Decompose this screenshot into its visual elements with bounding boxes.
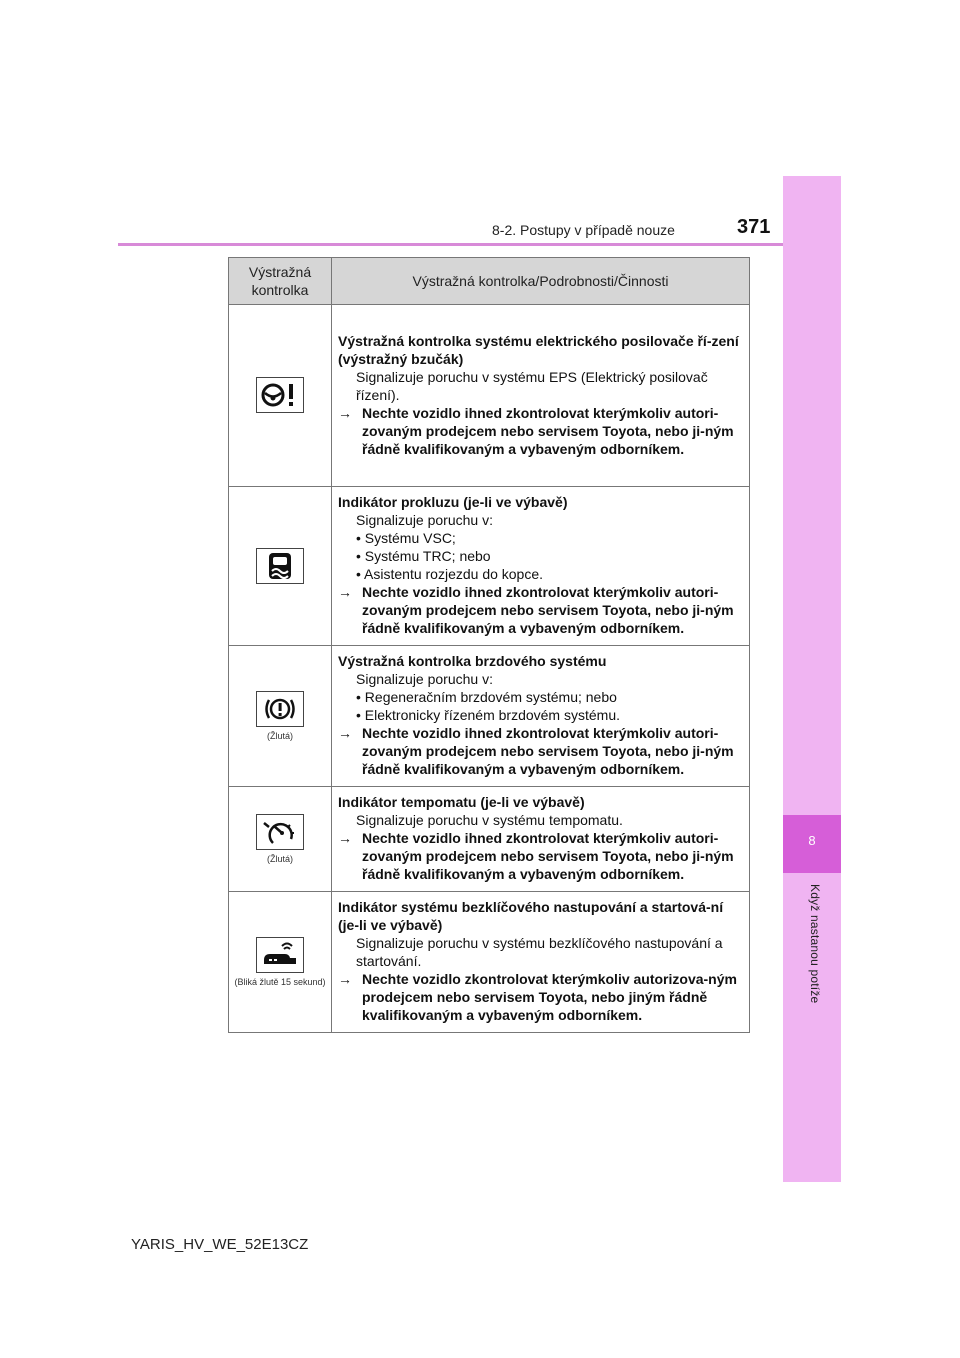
row-action: [338, 404, 743, 458]
row-action: [338, 583, 743, 637]
icon-cell: [229, 305, 332, 487]
document-code: YARIS_HV_WE_52E13CZ: [131, 1236, 309, 1253]
row-bullet: • Systému VSC;: [338, 529, 743, 547]
arrow-icon: →: [338, 404, 352, 421]
details-cell: [332, 787, 750, 892]
steering-warning-icon: [256, 377, 304, 413]
chapter-title: Když nastanou potíže: [808, 884, 822, 1004]
arrow-icon: →: [338, 584, 352, 600]
row-text: Signalizuje poruchu v:: [356, 512, 493, 528]
icon-cell: [229, 646, 332, 787]
icon-note: (Žlutá): [266, 731, 293, 741]
table-row: [229, 487, 750, 646]
chapter-number: 8: [808, 833, 816, 848]
header-rule: [118, 243, 783, 246]
details-cell: [332, 892, 750, 1033]
row-title: Indikátor prokluzu (je-li ve výbavě): [338, 494, 568, 510]
smart-key-icon: [256, 937, 304, 973]
icon-cell: [229, 787, 332, 892]
icon-note: (Bliká žlutě 15 sekund): [234, 977, 326, 987]
row-text: Signalizuje poruchu v systému EPS (Elektrický posilovač řízení).: [356, 368, 708, 403]
table-row: [229, 892, 750, 1033]
row-bullet: • Regeneračním brzdovém systému; nebo: [338, 688, 743, 706]
icon-cell: [229, 892, 332, 1033]
column-header-details: Výstražná kontrolka/Podrobnosti/Činnosti: [332, 258, 750, 305]
row-text: Signalizuje poruchu v systému bezklíčového nastupování a startování.: [356, 935, 723, 969]
row-title: Indikátor tempomatu (je-li ve výbavě): [338, 794, 585, 810]
table-header-row: [229, 258, 750, 305]
row-action-text: Nechte vozidlo zkontrolovat kterýmkoliv autorizova-ným prodejcem nebo servisem Toyota, nebo jiným řádně kvalifikovaným a vybaveným odborníkem.: [362, 971, 737, 1023]
row-action: [338, 970, 743, 1024]
details-cell: [332, 487, 750, 646]
row-action-text: Nechte vozidlo ihned zkontrolovat kterýmkoliv autori-zovaným prodejcem nebo servisem Toyota, nebo ji-ným řádně kvalifikovaným a vybaveným odborníkem.: [362, 830, 734, 882]
row-action: [338, 724, 743, 778]
row-action-text: Nechte vozidlo ihned zkontrolovat kterýmkoliv autori-zovaným prodejcem nebo servisem Toyota, nebo ji-ným řádně kvalifikovaným a vybaveným odborníkem.: [362, 404, 734, 457]
icon-cell: [229, 487, 332, 646]
icon-note: (Žlutá): [266, 854, 293, 864]
row-bullet: • Systému TRC; nebo: [338, 547, 743, 565]
slip-indicator-icon: [256, 548, 304, 584]
column-header-icon: Výstražná kontrolka: [229, 258, 332, 305]
row-action: [338, 829, 743, 883]
row-title: Indikátor systému bezklíčového nastupování a startová-ní (je-li ve výbavě): [338, 899, 724, 933]
table-row: [229, 305, 750, 487]
cruise-control-icon: [256, 814, 304, 850]
details-cell: [332, 646, 750, 787]
row-action-text: Nechte vozidlo ihned zkontrolovat kterýmkoliv autori-zovaným prodejcem nebo servisem Toyota, nebo ji-ným řádně kvalifikovaným a vybaveným odborníkem.: [362, 584, 734, 636]
arrow-icon: →: [338, 830, 352, 846]
details-cell: [332, 305, 750, 487]
arrow-icon: →: [338, 725, 352, 741]
brake-warning-icon: [256, 691, 304, 727]
page-number: 371: [737, 216, 771, 238]
section-title: 8-2. Postupy v případě nouze: [492, 222, 675, 238]
row-action-text: Nechte vozidlo ihned zkontrolovat kterýmkoliv autori-zovaným prodejcem nebo servisem Toyota, nebo ji-ným řádně kvalifikovaným a vybaveným odborníkem.: [362, 725, 734, 777]
row-text: Signalizuje poruchu v systému tempomatu.: [356, 812, 623, 828]
row-bullet: • Elektronicky řízeném brzdovém systému.: [338, 706, 743, 724]
table-row: [229, 787, 750, 892]
row-bullet: • Asistentu rozjezdu do kopce.: [338, 565, 743, 583]
table-row: [229, 646, 750, 787]
row-title: Výstražná kontrolka systému elektrického posilovače ří-zení (výstražný bzučák): [338, 332, 739, 367]
chapter-tab[interactable]: [783, 815, 841, 873]
row-title: Výstražná kontrolka brzdového systému: [338, 653, 607, 669]
warning-lights-table: [228, 257, 750, 1033]
row-text: Signalizuje poruchu v:: [356, 671, 493, 687]
arrow-icon: →: [338, 971, 352, 987]
